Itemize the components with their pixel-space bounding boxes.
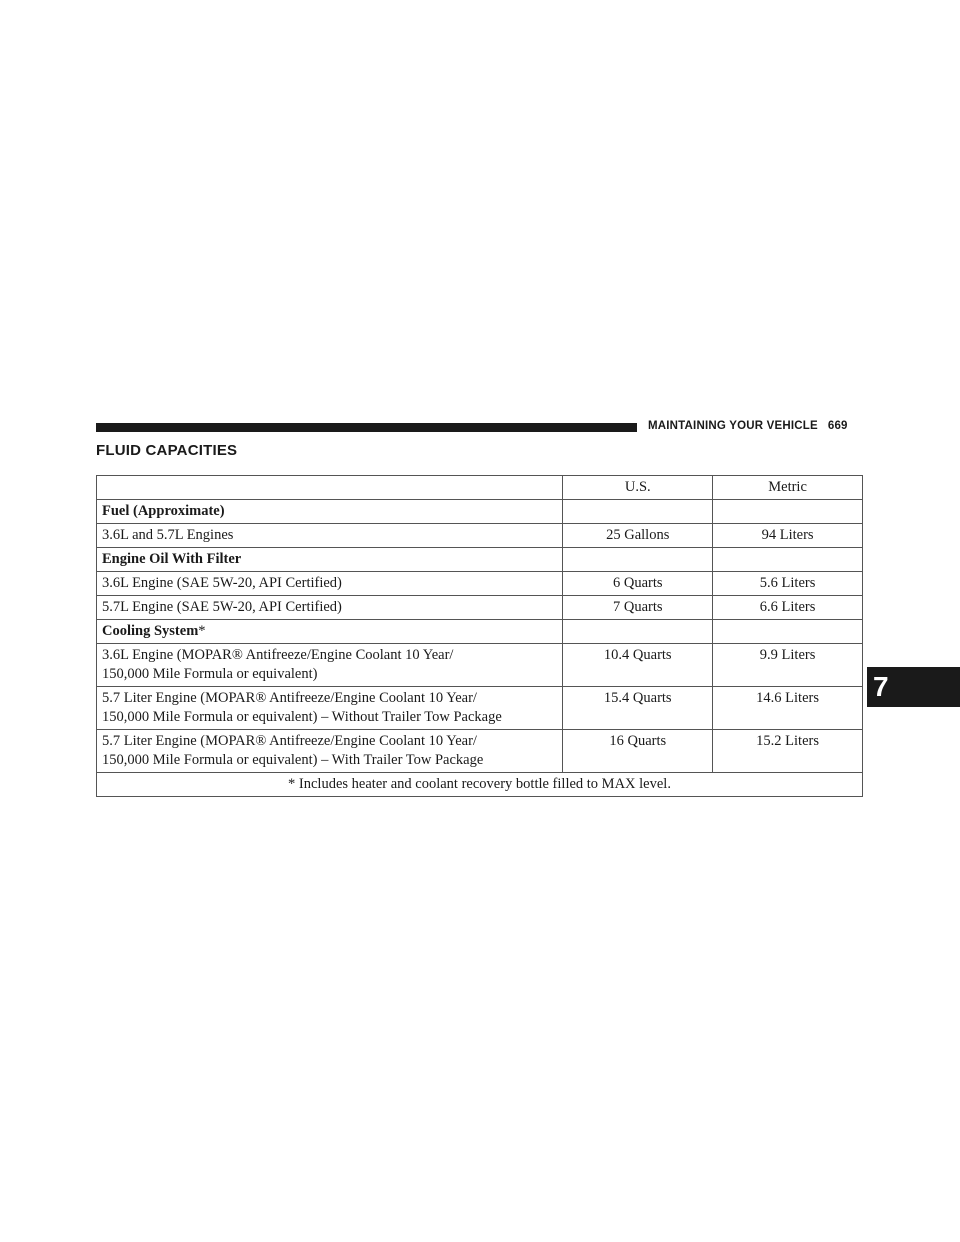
- cell-description: 3.6L Engine (SAE 5W-20, API Certified): [97, 572, 563, 596]
- cell-description: [97, 644, 563, 687]
- cell-metric: 14.6 Liters: [713, 687, 863, 730]
- header-cell-us: U.S.: [563, 476, 713, 500]
- row-heading-engine-oil: Engine Oil With Filter: [97, 548, 563, 572]
- table-row: [97, 572, 863, 596]
- table-row: [97, 730, 863, 773]
- table-row: [97, 620, 863, 644]
- cell-us: 7 Quarts: [563, 596, 713, 620]
- row-heading-fuel: Fuel (Approximate): [97, 500, 563, 524]
- cell-metric: 6.6 Liters: [713, 596, 863, 620]
- cell-metric: [713, 500, 863, 524]
- cell-us: 16 Quarts: [563, 730, 713, 773]
- cell-us: 15.4 Quarts: [563, 687, 713, 730]
- cell-metric: 94 Liters: [713, 524, 863, 548]
- cooling-system-asterisk: *: [198, 623, 206, 639]
- cell-us: [563, 500, 713, 524]
- table-footnote: * Includes heater and coolant recovery bottle filled to MAX level.: [97, 773, 863, 797]
- cooling-system-label: Cooling System: [102, 623, 199, 639]
- description-line-1: 5.7 Liter Engine (MOPAR® Antifreeze/Engine Coolant 10 Year/: [102, 733, 477, 749]
- cell-metric: 9.9 Liters: [713, 644, 863, 687]
- description-line-1: 5.7 Liter Engine (MOPAR® Antifreeze/Engine Coolant 10 Year/: [102, 690, 477, 706]
- table-row: [97, 687, 863, 730]
- page-number: 669: [827, 420, 848, 432]
- row-heading-cooling-system: [97, 620, 563, 644]
- table-row: [97, 644, 863, 687]
- table-row: [97, 596, 863, 620]
- table-row: [97, 524, 863, 548]
- description-line-1: 3.6L Engine (MOPAR® Antifreeze/Engine Coolant 10 Year/: [102, 647, 454, 663]
- running-header: [648, 420, 848, 432]
- table-header-row: [97, 476, 863, 500]
- description-line-2: 150,000 Mile Formula or equivalent) – Without Trailer Tow Package: [102, 709, 502, 725]
- table-row: [97, 500, 863, 524]
- cell-metric: 5.6 Liters: [713, 572, 863, 596]
- description-line-2: 150,000 Mile Formula or equivalent) – With Trailer Tow Package: [102, 752, 484, 768]
- cell-metric: [713, 620, 863, 644]
- running-header-section: MAINTAINING YOUR VEHICLE: [648, 420, 818, 432]
- cell-us: 10.4 Quarts: [563, 644, 713, 687]
- running-header-rule: [96, 423, 637, 432]
- table-row: [97, 548, 863, 572]
- description-line-2: 150,000 Mile Formula or equivalent): [102, 666, 318, 682]
- cell-us: [563, 548, 713, 572]
- header-cell-metric: Metric: [713, 476, 863, 500]
- cell-metric: [713, 548, 863, 572]
- cell-us: 6 Quarts: [563, 572, 713, 596]
- cell-us: [563, 620, 713, 644]
- chapter-tab: 7: [867, 667, 960, 707]
- cell-us: 25 Gallons: [563, 524, 713, 548]
- fluid-capacities-table: [96, 475, 863, 797]
- cell-description: 3.6L and 5.7L Engines: [97, 524, 563, 548]
- cell-metric: 15.2 Liters: [713, 730, 863, 773]
- table-footnote-row: [97, 773, 863, 797]
- header-cell-description: [97, 476, 563, 500]
- cell-description: [97, 687, 563, 730]
- cell-description: [97, 730, 563, 773]
- cell-description: 5.7L Engine (SAE 5W-20, API Certified): [97, 596, 563, 620]
- section-title: FLUID CAPACITIES: [96, 442, 238, 459]
